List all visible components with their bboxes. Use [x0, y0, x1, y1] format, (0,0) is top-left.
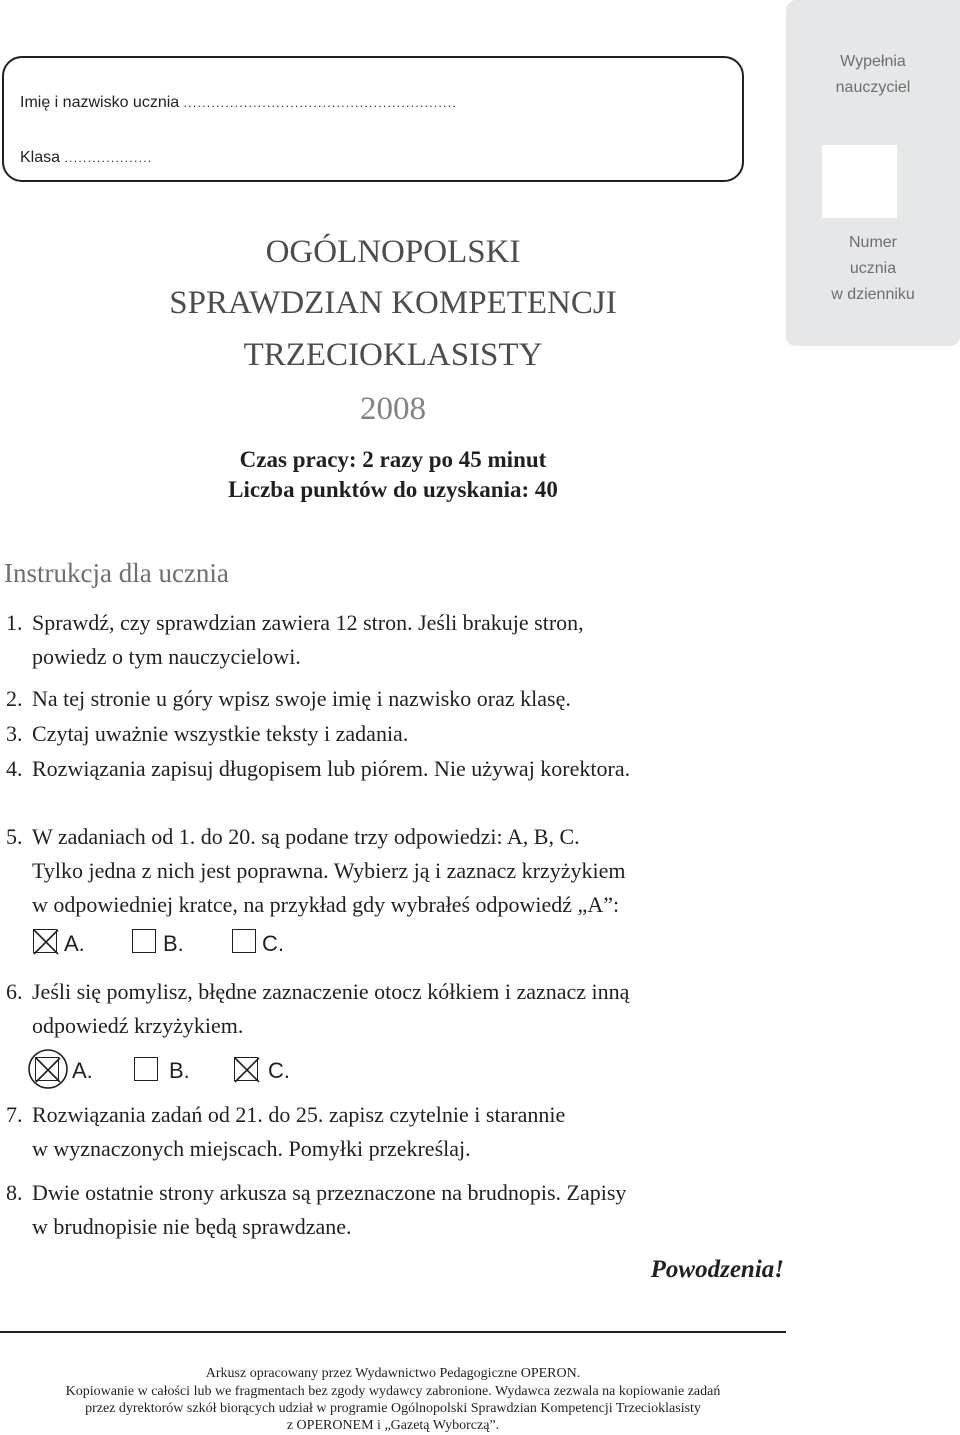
instruction-3: 3. Czytaj uważnie wszystkie teksty i zadania.	[6, 721, 409, 746]
panel-bottom-line2: ucznia	[849, 260, 897, 277]
example1-option-b: B.	[163, 931, 184, 956]
instruction-6: 6. Jeśli się pomylisz, błędne zaznaczenie otocz kółkiem i zaznacz inną odpowiedź krzyżykiem.	[6, 979, 630, 1038]
instruction-8: 8. Dwie ostatnie strony arkusza są przeznaczone na brudnopis. Zapisy w brudnopisie nie będą sprawdzane.	[6, 1180, 627, 1239]
example1-option-c: C.	[262, 931, 284, 956]
example1-checkbox-a	[33, 929, 57, 953]
instruction-7: 7. Rozwiązania zadań od 21. do 25. zapisz czytelnie i starannie w wyznaczonych miejscach. Pomyłki przekreślaj.	[6, 1102, 566, 1161]
class-field[interactable]	[20, 149, 153, 167]
example2-checkbox-a	[35, 1057, 59, 1081]
cross-mark-icon	[32, 928, 60, 956]
example2-option-c: C.	[268, 1058, 290, 1083]
name-dots: ...........................................................	[183, 96, 458, 110]
example1-option-a: A.	[64, 931, 85, 956]
footer-divider	[0, 1331, 786, 1333]
instructions-heading: Instrukcja dla ucznia	[4, 558, 229, 588]
cross-mark-icon	[233, 1056, 261, 1084]
instruction-2: 2. Na tej stronie u góry wpisz swoje imię i nazwisko oraz klasę.	[6, 686, 571, 711]
instruction-1: 1. Sprawdź, czy sprawdzian zawiera 12 stron. Jeśli brakuje stron, powiedz o tym nauczycielowi.	[6, 610, 584, 669]
class-dots: ...................	[64, 151, 153, 165]
teacher-panel	[786, 0, 960, 346]
panel-top-line1: Wypełnia	[840, 53, 906, 70]
student-number-box[interactable]	[822, 145, 897, 218]
title-line2: SPRAWDZIAN KOMPETENCJI	[169, 285, 617, 321]
example1-checkbox-b	[132, 929, 156, 953]
footer-line1: Arkusz opracowany przez Wydawnictwo Pedagogiczne OPERON.	[205, 1366, 581, 1381]
exam-points: Liczba punktów do uzyskania: 40	[228, 477, 558, 502]
exam-time: Czas pracy: 2 razy po 45 minut	[239, 447, 547, 472]
name-field[interactable]	[20, 94, 457, 112]
instruction-5: 5. W zadaniach od 1. do 20. są podane trzy odpowiedzi: A, B, C. Tylko jedna z nich jest poprawna. Wybierz ją i zaznacz krzyżykiem w odpowiedniej kratce, na przykład gdy wybrałeś odpowiedź „A”:	[6, 824, 626, 917]
title-line1: OGÓLNOPOLSKI	[265, 234, 521, 270]
panel-top-line2: nauczyciel	[835, 79, 911, 96]
student-info-box	[2, 56, 744, 182]
example1-checkbox-c	[232, 929, 256, 953]
closing-text: Powodzenia!	[650, 1256, 784, 1283]
example2-option-a: A.	[72, 1058, 93, 1083]
footer-line2: Kopiowanie w całości lub we fragmentach bez zgody wydawcy zabronione. Wydawca zezwala na kopiowanie zadań	[65, 1384, 721, 1399]
instruction-4: 4. Rozwiązania zapisuj długopisem lub piórem. Nie używaj korektora.	[6, 756, 631, 781]
exam-year: 2008	[360, 391, 426, 427]
panel-bottom-line1: Numer	[848, 234, 897, 251]
panel-bottom-line3: w dzienniku	[831, 286, 915, 303]
footer-line3: przez dyrektorów szkół biorących udział w programie Ogólnopolski Sprawdzian Kompetencji Trzecioklasisty	[85, 1401, 701, 1416]
example2-option-b: B.	[169, 1058, 190, 1083]
title-line3: TRZECIOKLASISTY	[243, 337, 543, 373]
name-label: Imię i nazwisko ucznia	[20, 94, 180, 111]
cross-mark-icon	[34, 1056, 62, 1084]
class-label: Klasa	[20, 149, 61, 166]
example2-checkbox-c	[234, 1057, 258, 1081]
example2-checkbox-b	[134, 1057, 158, 1081]
footer-line4: z OPERONEM i „Gazetą Wyborczą”.	[286, 1418, 500, 1433]
